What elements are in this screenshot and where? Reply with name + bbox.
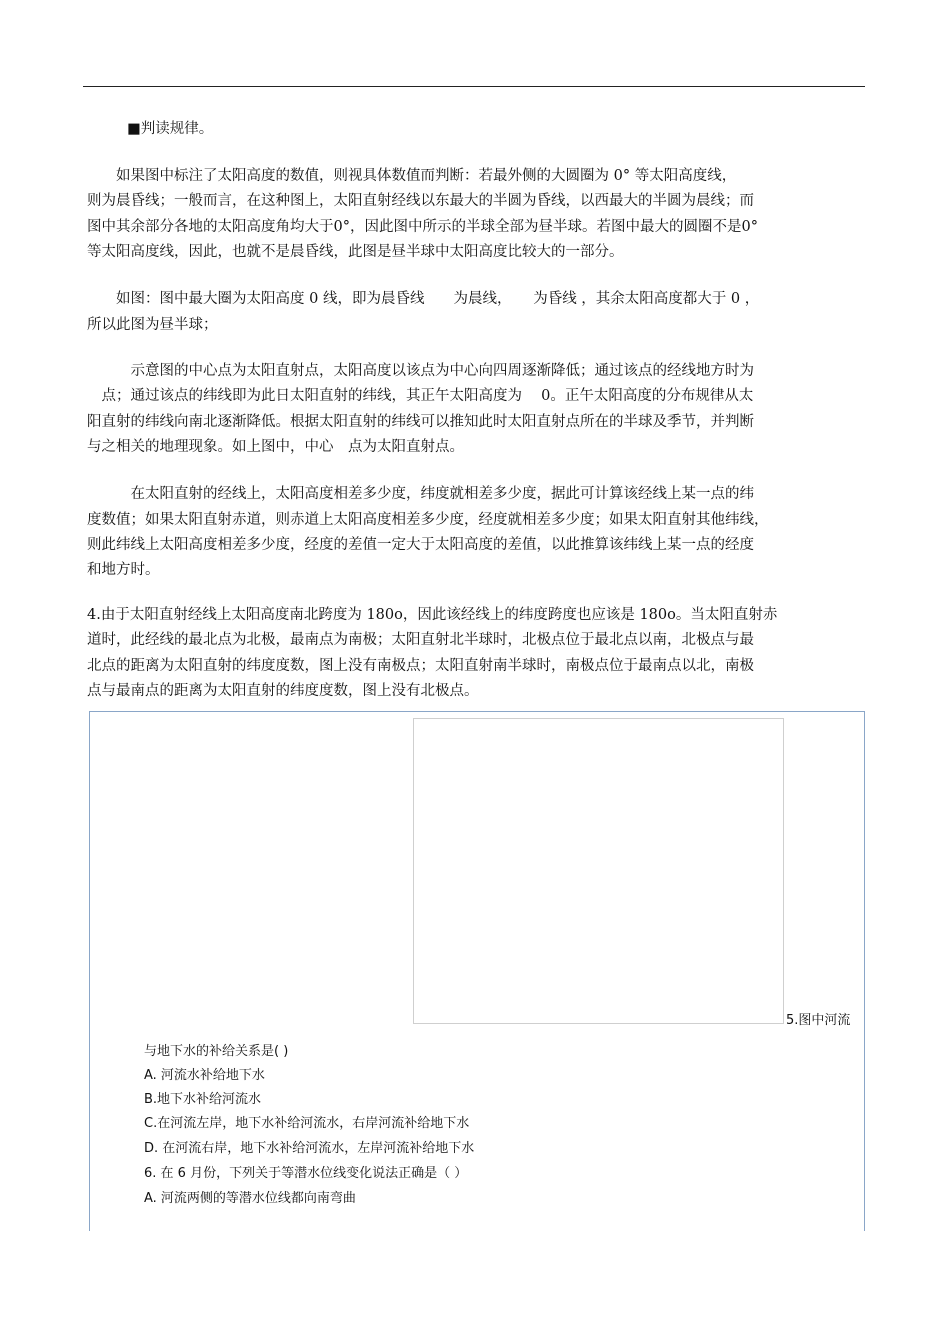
- paragraph-line: 图中其余部分各地的太阳高度角均大于0°，因此图中所示的半球全部为昼半球。若图中最大的圆圈不是0°: [87, 219, 758, 235]
- question-5-option-b: B.地下水补给河流水: [144, 1092, 262, 1107]
- header-rule: [83, 86, 865, 87]
- question-5-option-d: D. 在河流右岸，地下水补给河流水，左岸河流补给地下水: [144, 1141, 475, 1156]
- paragraph-line: 则此纬线上太阳高度相差多少度，经度的差值一定大于太阳高度的差值，以此推算该纬线上某一点的经度: [87, 537, 754, 553]
- paragraph-line: 道时，此经线的最北点为北极，最南点为南极；太阳直射北半球时，北极点位于最北点以南，北极点与最: [87, 632, 754, 648]
- paragraph-line: 等太阳高度线，因此，也就不是晨昏线，此图是昼半球中太阳高度比较大的一部分。: [87, 244, 624, 260]
- paragraph-line: 北点的距离为太阳直射的纬度度数，图上没有南极点；太阳直射南半球时，南极点位于最南点以北，南极: [87, 658, 754, 674]
- paragraph-line: 则为晨昏线；一般而言，在这种图上，太阳直射经线以东最大的半圆为昏线，以西最大的半圆为晨线；而: [87, 193, 754, 209]
- paragraph-line: 阳直射的纬线向南北逐渐降低。根据太阳直射的纬线可以推知此时太阳直射点所在的半球及季节，并判断: [87, 414, 754, 430]
- paragraph-line: 示意图的中心点为太阳直射点，太阳高度以该点为中心向四周逐渐降低；通过该点的经线地方时为: [87, 363, 754, 379]
- question-5-option-a: A. 河流水补给地下水: [144, 1068, 265, 1083]
- paragraph-line: 点与最南点的距离为太阳直射的纬度度数，图上没有北极点。: [87, 683, 479, 699]
- paragraph-line: 如果图中标注了太阳高度的数值，则视具体数值而判断：若最外侧的大圆圈为 0° 等太阳高度线，: [87, 168, 737, 184]
- paragraph-line: 与之相关的地理现象。如上图中，中心 点为太阳直射点。: [87, 439, 464, 455]
- paragraph-line: 在太阳直射的经线上，太阳高度相差多少度，纬度就相差多少度，据此可计算该经线上某一点的纬: [87, 486, 754, 502]
- paragraph-line: 如图：图中最大圈为太阳高度 0 线，即为晨昏线 为晨线， 为昏线 ，其余太阳高度都大于 0 ，: [87, 291, 760, 307]
- question-5-head: 5.图中河流: [786, 1013, 851, 1028]
- question-5-stem: 与地下水的补给关系是( ): [144, 1044, 289, 1059]
- paragraph-line: 和地方时。: [87, 562, 160, 578]
- question-6-option-a: A. 河流两侧的等潜水位线都向南弯曲: [144, 1191, 356, 1206]
- section-title: ■判读规律。: [127, 121, 214, 137]
- paragraph-line: 度数值；如果太阳直射赤道，则赤道上太阳高度相差多少度，经度就相差多少度；如果太阳直射其他纬线，: [87, 512, 769, 528]
- paragraph-line: 点；通过该点的纬线即为此日太阳直射的纬线，其正午太阳高度为 0。正午太阳高度的分布规律从太: [87, 388, 754, 404]
- paragraph-line: 4.由于太阳直射经线上太阳高度南北跨度为 180o，因此该经线上的纬度跨度也应该是 180o。当太阳直射赤: [87, 607, 778, 623]
- figure-placeholder: [413, 718, 784, 1024]
- question-6-stem: 6. 在 6 月份，下列关于等潜水位线变化说法正确是（ ）: [144, 1166, 468, 1181]
- question-5-option-c: C.在河流左岸，地下水补给河流水，右岸河流补给地下水: [144, 1116, 470, 1131]
- paragraph-line: 所以此图为昼半球；: [87, 317, 218, 333]
